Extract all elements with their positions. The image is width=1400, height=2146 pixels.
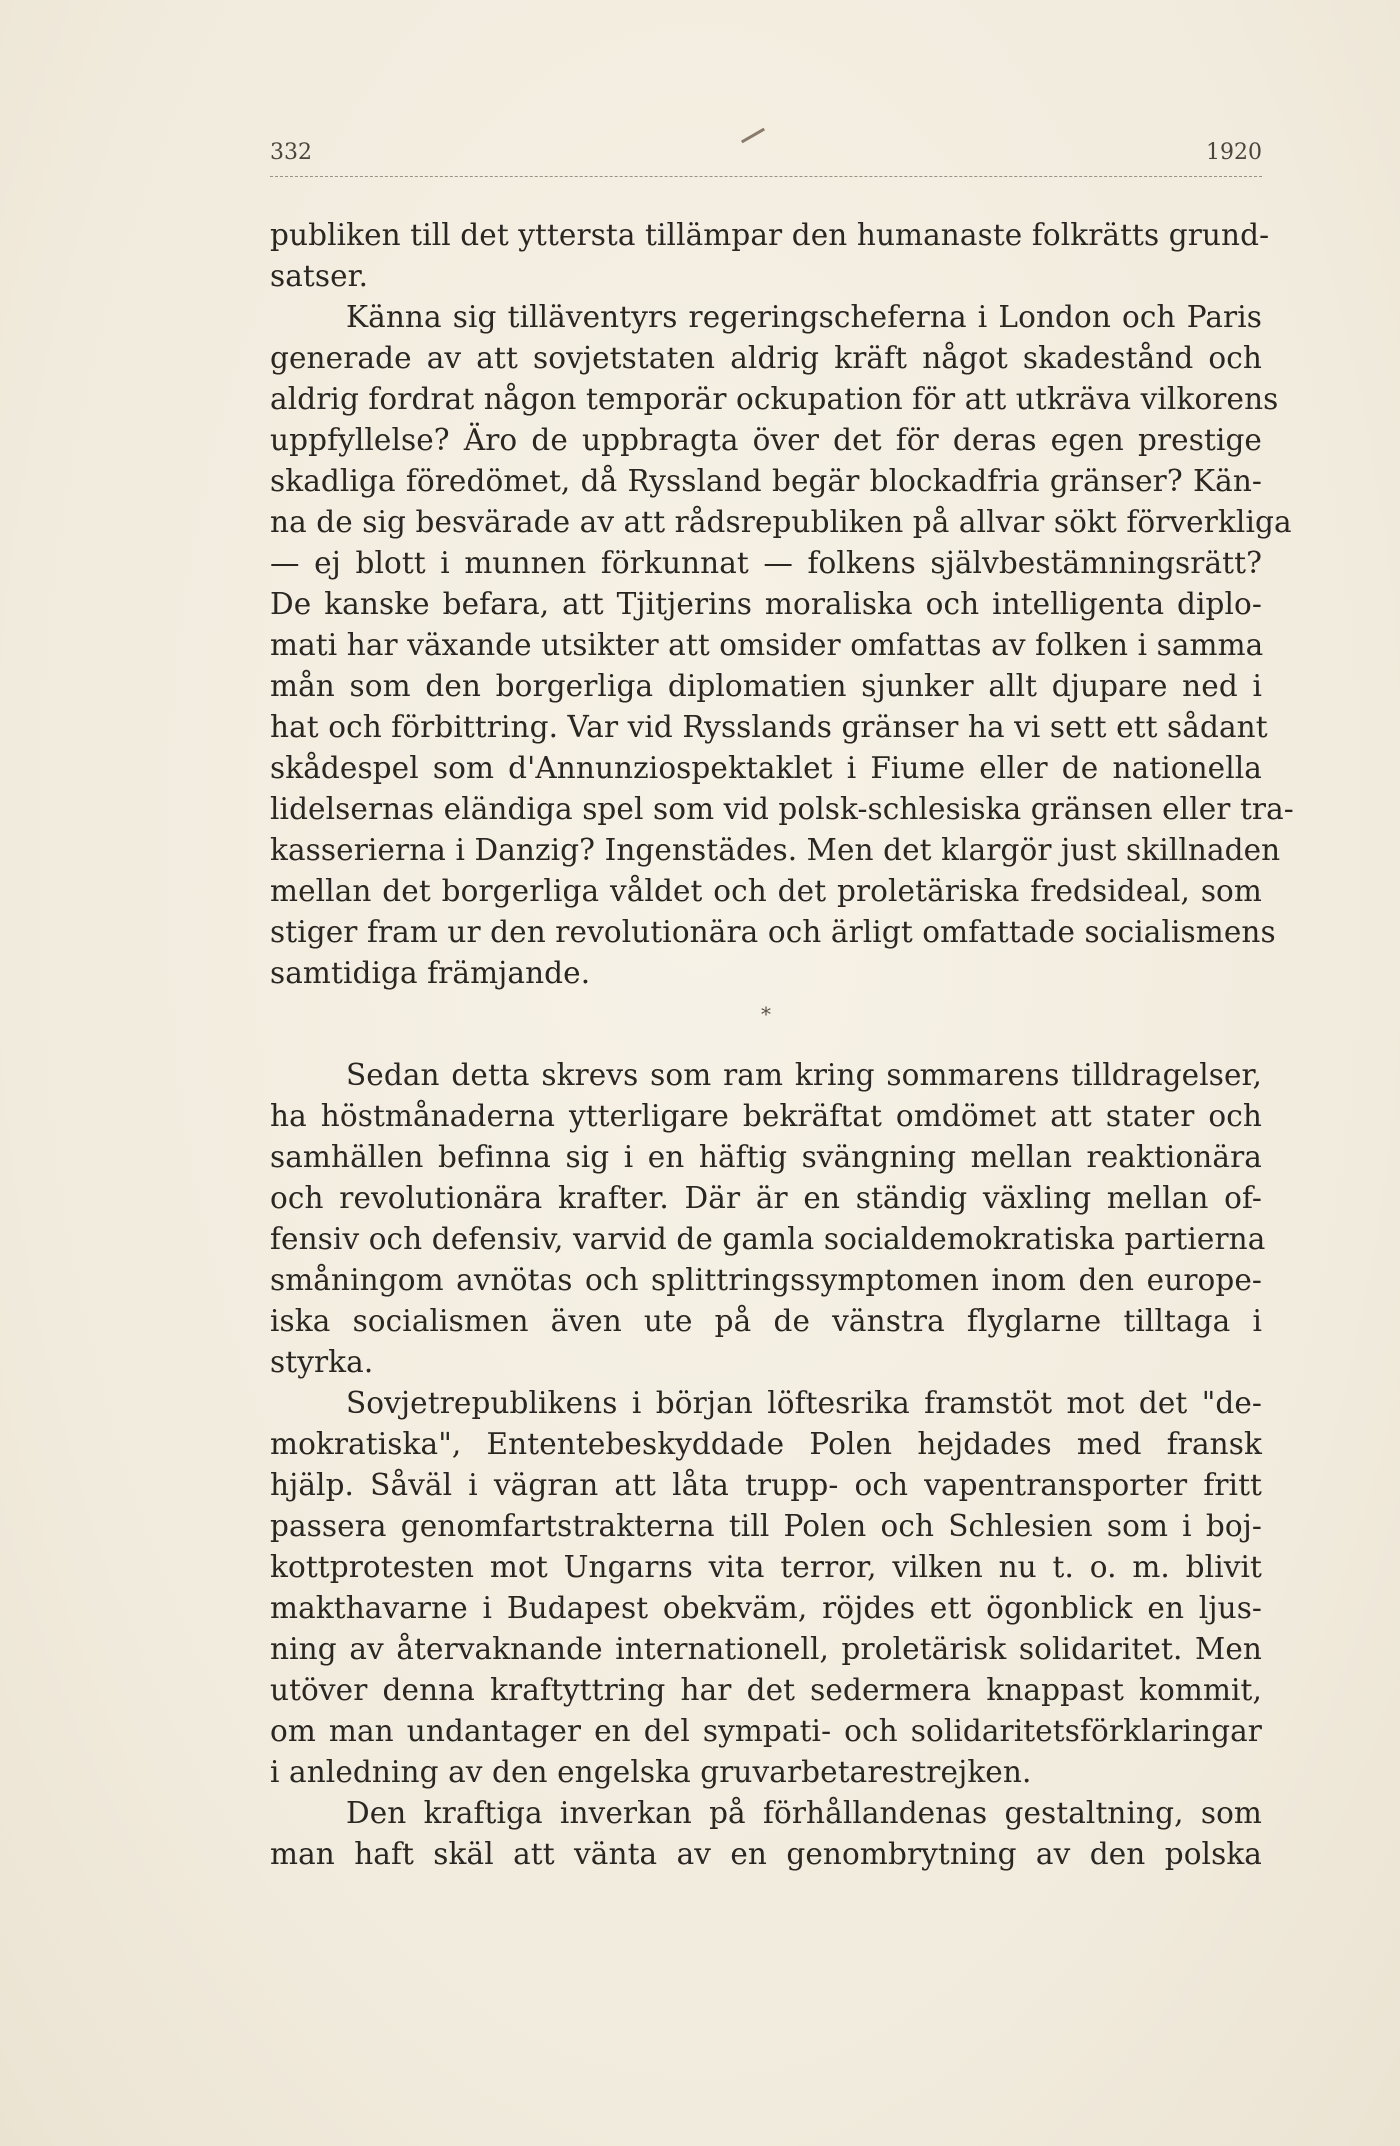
text-line: lidelsernas eländiga spel som vid polsk-schlesiska gränsen eller tra-	[270, 792, 1294, 826]
page-number: 332	[270, 140, 312, 165]
text-line: Känna sig tilläventyrs regeringscheferna i London och Paris	[346, 300, 1262, 334]
text-line: Sedan detta skrevs som ram kring sommarens tilldragelser,	[346, 1058, 1262, 1092]
text-line: aldrig fordrat någon temporär ockupation för att utkräva vilkorens	[270, 382, 1279, 416]
header-rule	[270, 176, 1262, 177]
text-line: satser.	[270, 259, 369, 293]
text-line: passera genomfartstrakterna till Polen och Schlesien som i boj-	[270, 1509, 1262, 1543]
text-line: Sovjetrepublikens i början löftesrika framstöt mot det "de-	[346, 1386, 1262, 1420]
text-line: styrka.	[270, 1345, 374, 1379]
text-line: mån som den borgerliga diplomatien sjunker allt djupare ned i	[270, 669, 1262, 703]
text-line: hat och förbittring. Var vid Rysslands gränser ha vi sett ett sådant	[270, 710, 1268, 744]
text-line: man haft skäl att vänta av en genombrytning av den polska	[270, 1837, 1262, 1871]
text-line: generade av att sovjetstaten aldrig kräft något skadestånd och	[270, 341, 1262, 375]
text-line: Den kraftiga inverkan på förhållandenas gestaltning, som	[346, 1796, 1262, 1830]
text-line: ha höstmånaderna ytterligare bekräftat omdömet att stater och	[270, 1099, 1262, 1133]
text-line: om man undantager en del sympati- och solidaritetsförklaringar	[270, 1714, 1262, 1748]
running-header	[270, 140, 1262, 180]
text-line: mellan det borgerliga våldet och det proletäriska fredsideal, som	[270, 874, 1262, 908]
text-line: samtidiga främjande.	[270, 956, 591, 990]
text-line: uppfyllelse? Äro de uppbragta över det för deras egen prestige	[270, 423, 1262, 457]
text-line: — ej blott i munnen förkunnat — folkens självbestämningsrätt?	[270, 546, 1262, 580]
text-line: skådespel som d'Annunziospektaklet i Fiume eller de nationella	[270, 751, 1262, 785]
text-line: hjälp. Såväl i vägran att låta trupp- och vapentransporter fritt	[270, 1468, 1262, 1502]
text-line: fensiv och defensiv, varvid de gamla socialdemokratiska partierna	[270, 1222, 1266, 1256]
section-separator: *	[761, 1002, 771, 1026]
text-line: makthavarne i Budapest obekväm, röjdes ett ögonblick en ljus-	[270, 1591, 1262, 1625]
text-line: småningom avnötas och splittringssymptomen inom den europe-	[270, 1263, 1262, 1297]
text-line: publiken till det yttersta tillämpar den humanaste folkrätts grund-	[270, 218, 1270, 252]
text-line: i anledning av den engelska gruvarbetarestrejken.	[270, 1755, 1032, 1789]
text-line: mokratiska", Ententebeskyddade Polen hejdades med fransk	[270, 1427, 1262, 1461]
text-line: na de sig besvärade av att rådsrepubliken på allvar sökt förverkliga	[270, 505, 1292, 539]
body-text	[270, 215, 1294, 1875]
text-line: mati har växande utsikter att omsider omfattas av folken i samma	[270, 628, 1264, 662]
pencil-mark	[741, 128, 765, 144]
text-line: stiger fram ur den revolutionära och ärligt omfattade socialismens	[270, 915, 1276, 949]
text-line: samhällen befinna sig i en häftig svängning mellan reaktionära	[270, 1140, 1262, 1174]
spacer	[270, 1035, 1262, 1055]
year: 1920	[1206, 140, 1262, 165]
text-line: iska socialismen även ute på de vänstra flyglarne tilltaga i	[270, 1304, 1262, 1338]
text-line: De kanske befara, att Tjitjerins moraliska och intelligenta diplo-	[270, 587, 1262, 621]
text-line: kottprotesten mot Ungarns vita terror, vilken nu t. o. m. blivit	[270, 1550, 1262, 1584]
text-line: utöver denna kraftyttring har det sedermera knappast kommit,	[270, 1673, 1262, 1707]
text-line: ning av återvaknande internationell, proletärisk solidaritet. Men	[270, 1632, 1262, 1666]
text-line: och revolutionära krafter. Där är en ständig växling mellan of-	[270, 1181, 1262, 1215]
text-line: skadliga föredömet, då Ryssland begär blockadfria gränser? Kän-	[270, 464, 1262, 498]
text-line: kasserierna i Danzig? Ingenstädes. Men det klargör just skillnaden	[270, 833, 1281, 867]
